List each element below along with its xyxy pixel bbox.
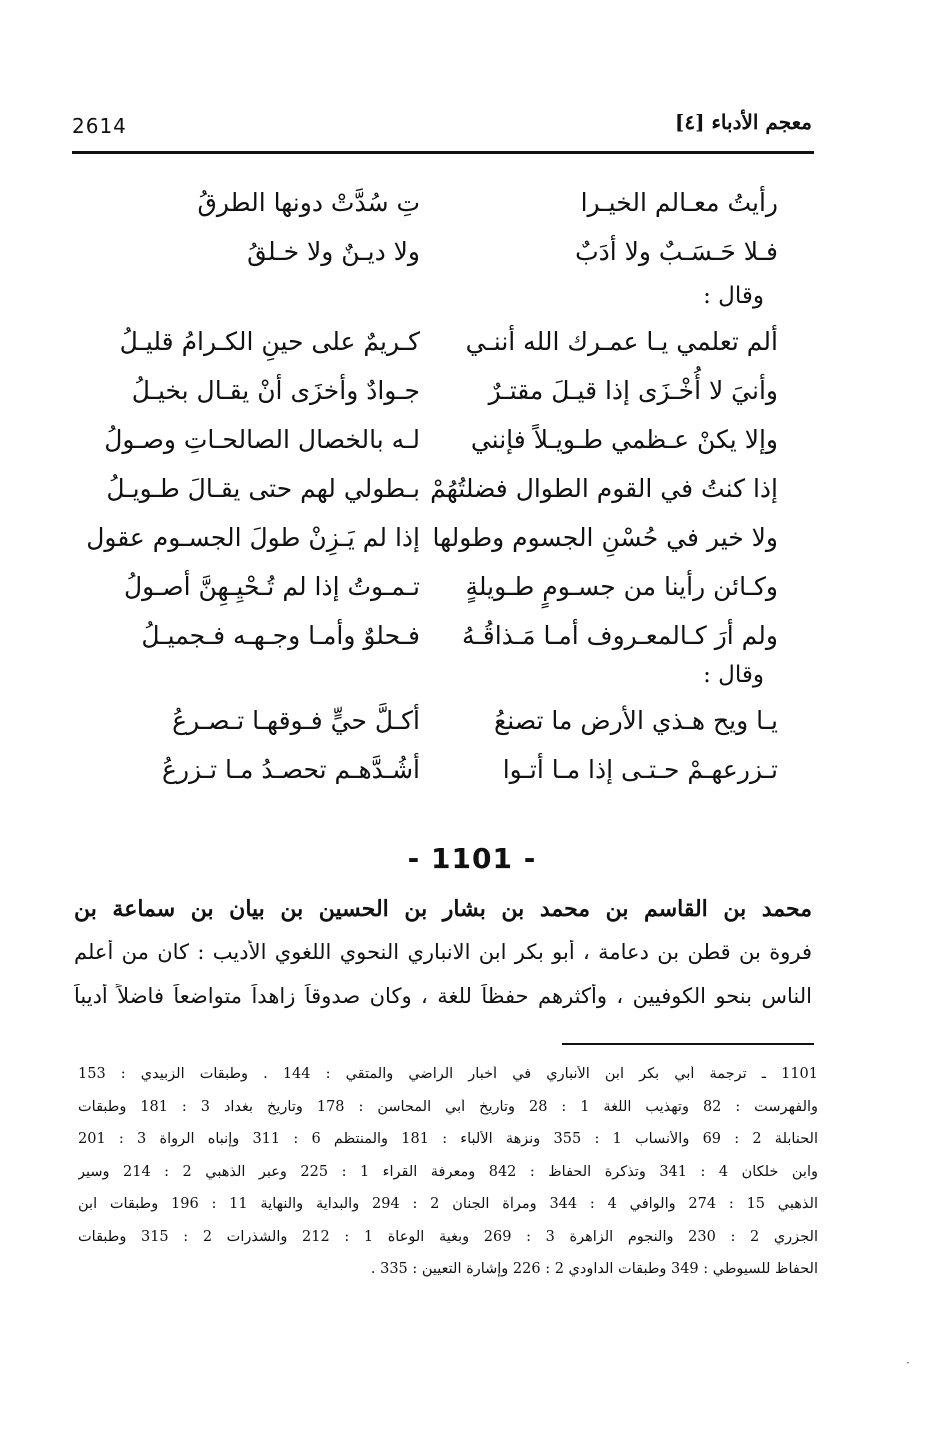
verse-first-hemistich: يـا ويح هـذي الأرض ما تصنعُ — [494, 706, 778, 735]
verse-line — [0, 188, 944, 237]
verse-first-hemistich: وكـائن رأينا من جسـومٍ طـويلةٍ — [465, 572, 778, 601]
speaker-intro: وقال : — [703, 283, 764, 309]
verse-first-hemistich: وإلا يكنْ عـظمي طـويـلاً فإنني — [470, 425, 778, 454]
verse-second-hemistich: جـوادٌ وأخزَى أنْ يقـال بخيـلُ — [131, 376, 420, 405]
poem-3 — [0, 706, 944, 804]
verse-first-hemistich: ألم تعلمي يـا عمـرك الله أننـي — [465, 327, 778, 356]
verse-first-hemistich: إذا كنتُ في القوم الطوال فضلتُهُمْ — [430, 474, 778, 503]
entry-text-line: الناس بنحو الكوفيين ، وأكثرهم حفظاً للغة ، وكان صدوقاً زاهداً متواضعاً فاضلاً أديباً — [74, 984, 812, 1008]
verse-line — [0, 425, 944, 474]
verse-second-hemistich: أشُـدَّهـم تحصـدُ مـا تـزرعُ — [162, 755, 420, 784]
verse-first-hemistich: ولا خير في حُسْنِ الجسوم وطولها — [432, 523, 778, 552]
verse-line — [0, 523, 944, 572]
verse-first-hemistich: فـلا حَـسَـبٌ ولا أدَبٌ — [575, 237, 778, 266]
footnote-line: الجزري 2 : 230 والنجوم الزاهرة 3 : 269 وبغية الوعاة 1 : 212 والشذرات 2 : 315 وطبقات — [78, 1228, 818, 1245]
scan-mark: · — [906, 1356, 910, 1370]
verse-second-hemistich: بـطولي لهم حتى يقـالَ طـويـلُ — [106, 474, 420, 503]
poem-2 — [0, 327, 944, 670]
verse-first-hemistich: رأيتُ معـالم الخيـرا — [580, 188, 778, 217]
entry-number: - 1101 - — [407, 842, 537, 875]
verse-line — [0, 474, 944, 523]
speaker-intro: وقال : — [703, 662, 764, 688]
verse-second-hemistich: لـه بالخصال الصالحـاتِ وصـولُ — [104, 425, 420, 454]
footnote-line: والفهرست : 82 وتهذيب اللغة 1 : 28 وتاريخ أبي المحاسن : 178 وتاريخ بغداد 3 : 181 وطبقات — [78, 1098, 818, 1115]
verse-second-hemistich: إذا لم يَـزِنْ طولَ الجسـوم عقول — [86, 523, 420, 552]
entry-body — [74, 896, 812, 1028]
running-title: معجم الأدباء [٤] — [674, 110, 812, 134]
verse-second-hemistich: تِ سُدَّتْ دونها الطرقُ — [197, 188, 420, 217]
verse-second-hemistich: فـحلوٌ وأمـا وجـهـه فـجميـلُ — [141, 621, 420, 650]
page-number: 2614 — [72, 114, 127, 138]
verse-second-hemistich: ولا ديـنٌ ولا خـلقُ — [247, 237, 420, 266]
entry-heading-line — [74, 896, 812, 940]
verse-second-hemistich: تـمـوتُ إذا لم تُـحْيِـهِنَّ أصـولُ — [124, 572, 420, 601]
verse-line — [0, 706, 944, 755]
footnote-line: الذهبي 15 : 274 والوافي 4 : 344 ومرآة الجنان 2 : 294 والبداية والنهاية 11 : 196 وطبقات ابن — [78, 1196, 818, 1212]
footnotes — [78, 1066, 818, 1294]
verse-line — [0, 572, 944, 621]
verse-line — [0, 327, 944, 376]
verse-second-hemistich: كـريمٌ على حينِ الكـرامُ قليـلُ — [119, 327, 420, 356]
verse-first-hemistich: ولم أرَ كـالمعـروف أمـا مَـذاقُـهُ — [462, 621, 778, 650]
footnote-line: الحفاظ للسيوطي : 349 وطبقات الداودي 2 : 226 وإشارة التعيين : 335 . — [370, 1261, 818, 1277]
verse-second-hemistich: أكـلَّ حيٍّ فـوقهـا تـصـرعُ — [172, 706, 420, 735]
verse-line — [0, 237, 944, 286]
verse-first-hemistich: وأنيَ لا أُخْـزَى إذا قيـلَ مقتـرٌ — [488, 376, 778, 405]
header-rule — [72, 151, 814, 154]
footnote-line: 1101 ـ ترجمة أبي بكر ابن الأنباري في أخبار الراضي والمتقي : 144 . وطبقات الزبيدي : 153 — [78, 1066, 818, 1082]
entry-text-line: فروة بن قطن بن دعامة ، أبو بكر ابن الانباري النحوي اللغوي الأديب : كان من أعلم — [74, 940, 812, 964]
footnote-line: الحنابلة 2 : 69 والأنساب 1 : 355 ونزهة الألباء : 181 والمنتظم 6 : 311 وإنباه الرواة 3 : 201 — [78, 1131, 818, 1147]
verse-line — [0, 621, 944, 670]
verse-first-hemistich: تـزرعهـمْ حـتـى إذا مـا أتـوا — [502, 755, 778, 784]
footnote-line: وابن خلكان 4 : 341 وتذكرة الحفاظ : 842 ومعرفة القراء 1 : 225 وعبر الذهبي 2 : 214 وسير — [78, 1163, 818, 1180]
page-header — [72, 108, 812, 148]
poem-1 — [0, 188, 944, 286]
verse-line — [0, 376, 944, 425]
verse-line — [0, 755, 944, 804]
footnote-rule — [562, 1043, 814, 1045]
entry-subject-name: محمد بن القاسم بن محمد بن بشار بن الحسين بن بيان بن سماعة بن — [74, 896, 812, 922]
